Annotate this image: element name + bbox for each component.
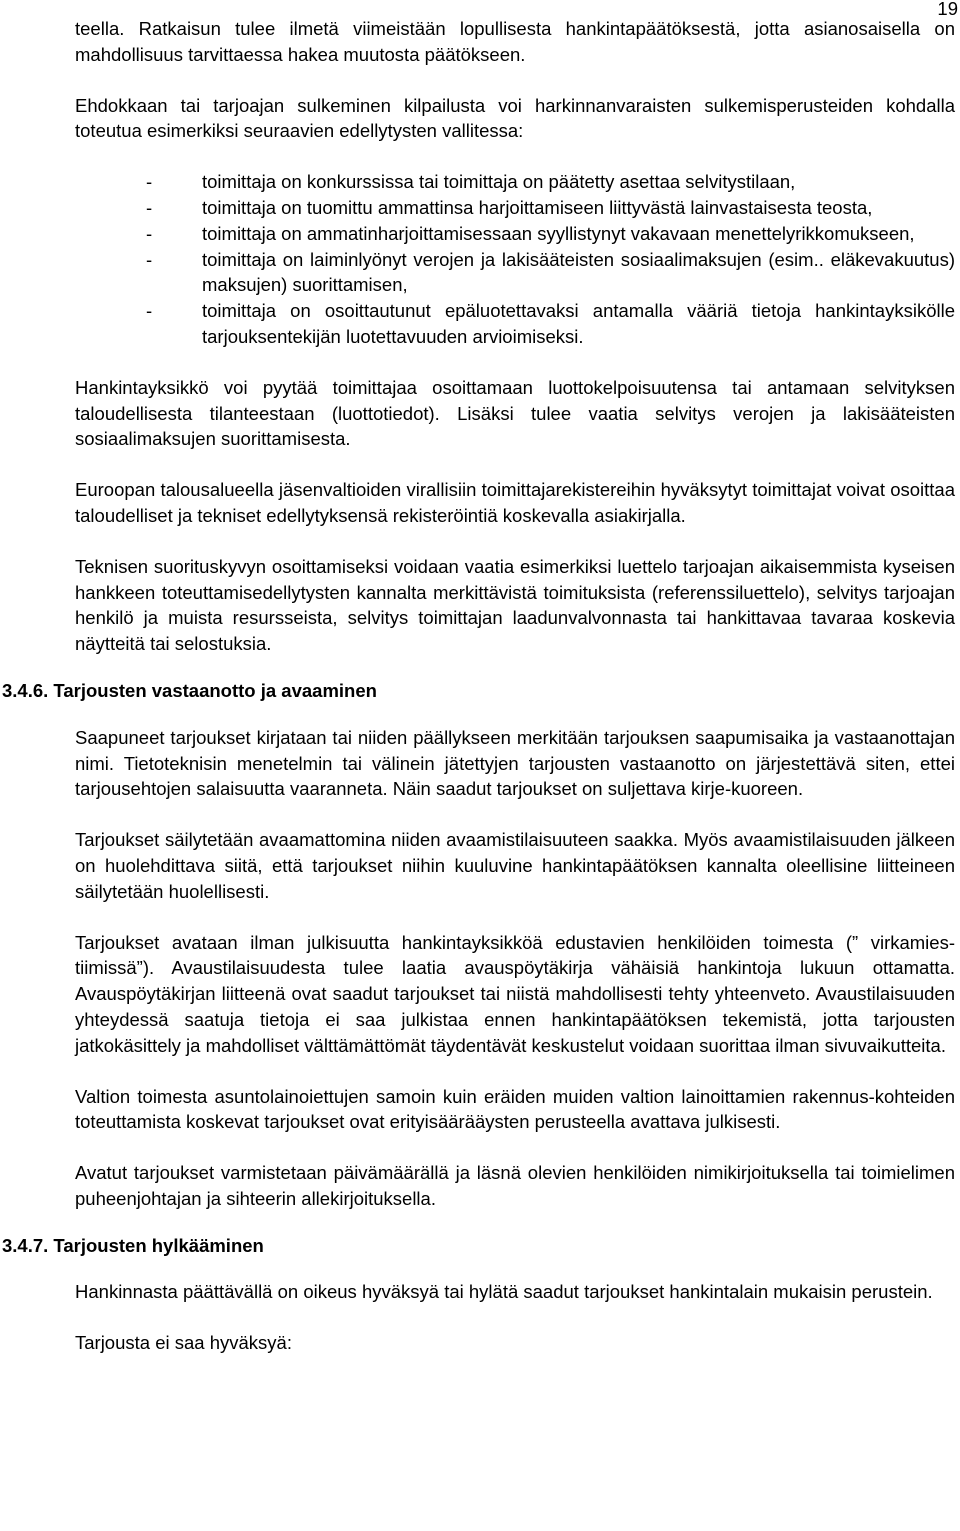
eea-registry-paragraph: Euroopan talousalueella jäsenvaltioiden virallisiin toimittajarekistereihin hyväksytyt toimittajat voivat osoittaa taloudelliset ja tekniset edellytyksensä rekisteröintiä koskevalla asiakirjalla. <box>75 479 955 526</box>
section-heading-3-4-6: 3.4.6. Tarjousten vastaanotto ja avaaminen <box>2 679 377 701</box>
list-item-text: toimittaja on ammatinharjoittamisessaan syyllistynyt vakavaan menettelyrikkomukseen, <box>202 222 915 244</box>
list-item-text: toimittaja on laiminlyönyt verojen ja lakisääteisten sosiaalimaksujen (esim.. eläkevakuutus) maksujen) suorittamisen, <box>202 248 955 296</box>
public-opening-paragraph: Valtion toimesta asuntolainoiettujen samoin kuin eräiden muiden valtion lainoittamien rakennus-kohteiden toteuttamista koskevat tarjoukset ovat erityisäärääysten perusteella avattava julkisesti. <box>75 1085 955 1133</box>
list-item-text: toimittaja on tuomittu ammattinsa harjoittamiseen liittyvästä lainvastaisesta teosta, <box>202 196 873 218</box>
page-number: 19 <box>937 0 958 19</box>
document-body <box>2 18 955 1356</box>
tender-storage-paragraph: Tarjoukset säilytetään avaamattomina niiden avaamistilaisuuteen saakka. Myös avaamistilaisuuden jälkeen on huolehdittava siitä, että tarjoukset niihin kuuluvine hankintapäätöksen kannalta oleellisine liitteineen säilytetään huolellisesti. <box>75 829 955 902</box>
list-dash: - <box>146 248 153 270</box>
intro-continuation: teella. Ratkaisun tulee ilmetä viimeistään lopullisesta hankintapäätöksestä, jotta asianosaisella on mahdollisuus tarvittaessa hakea muutosta päätökseen. <box>75 18 955 65</box>
tender-verification-paragraph: Avatut tarjoukset varmistetaan päivämäärällä ja läsnä olevien henkilöiden nimikirjoituksella tai toimielimen puheenjohtajan ja sihteerin allekirjoituksella. <box>75 1162 955 1209</box>
list-item <box>75 221 955 247</box>
tender-receipt-paragraph: Saapuneet tarjoukset kirjataan tai niiden päällykseen merkitään tarjouksen saapumisaika ja vastaanottajan nimi. Tietoteknisin menetelmin tai välinein jätettyjen tarjousten vastaanotto on järjestettävä siten, ettei tarjousehtojen salaisuutta vaaranneta. Näin saadut tarjoukset on suljettava kirje-kuoreen. <box>75 726 955 800</box>
list-item-text: toimittaja on konkurssissa tai toimittaja on päätetty asettaa selvitystilaan, <box>202 171 796 193</box>
list-item-text: toimittaja on osoittautunut epäluotettavaksi antamalla vääriä tietoja hankintayksikölle tarjouksentekijän luotettavuuden arvioimiseksi. <box>202 300 955 347</box>
list-dash: - <box>146 300 153 322</box>
exclusion-lead-paragraph: Ehdokkaan tai tarjoajan sulkeminen kilpailusta voi harkinnanvaraisten sulkemisperusteiden kohdalla toteutua esimerkiksi seuraavien edellytysten vallitessa: <box>75 94 955 142</box>
not-accepted-lead-paragraph: Tarjousta ei saa hyväksyä: <box>75 1332 292 1354</box>
tender-opening-paragraph: Tarjoukset avataan ilman julkisuutta hankintayksikköä edustavien henkilöiden toimesta (” virkamies-tiimissä”). Avaustilaisuudesta tulee laatia avauspöytäkirja vähäisiä hankintoja lukuun ottamatta. Avauspöytäkirjan liitteenä ovat saadut tarjoukset tai niistä mahdollisesti tehty yhteenveto. Avaustilaisuuden yhteydessä saatuja tietoja ei saa julkistaa ennen hankintapäätöksen tekemistä, jotta tarjousten jatkokäsittely ja mahdolliset välttämättömät täydentävät keskustelut voidaan suorittaa ilman sivuvaikutteita. <box>75 931 955 1056</box>
rejection-right-paragraph: Hankinnasta päättävällä on oikeus hyväksyä tai hylätä saadut tarjoukset hankintalain mukaisin perustein. <box>75 1281 933 1303</box>
list-dash: - <box>146 171 153 193</box>
list-dash: - <box>146 196 153 218</box>
technical-capacity-paragraph: Teknisen suorituskyvyn osoittamiseksi voidaan vaatia esimerkiksi luettelo tarjoajan aikaisemmista kyseisen hankkeen toteuttamisedellytysten kannalta merkittävistä toimituksista (referenssiluettelo), selvitys tarjoajan henkilö ja muista resursseista, selvitys toimittajan laadunvalvonnasta tai hankittavaa tavaraa koskevia näytteitä tai selostuksia. <box>75 555 955 655</box>
list-item <box>75 298 955 350</box>
list-item <box>75 247 955 299</box>
list-item <box>75 195 955 221</box>
exclusion-criteria-list <box>75 169 955 350</box>
section-heading-3-4-7: 3.4.7. Tarjousten hylkääminen <box>2 1234 264 1256</box>
credit-report-paragraph: Hankintayksikkö voi pyytää toimittajaa osoittamaan luottokelpoisuutensa tai antamaan selvityksen taloudellisesta tilanteestaan (luottotiedot). Lisäksi tulee vaatia selvitys verojen ja lakisääteisten sosiaalimaksujen suorittamisesta. <box>75 376 955 450</box>
list-item <box>75 169 955 195</box>
list-dash: - <box>146 222 153 244</box>
